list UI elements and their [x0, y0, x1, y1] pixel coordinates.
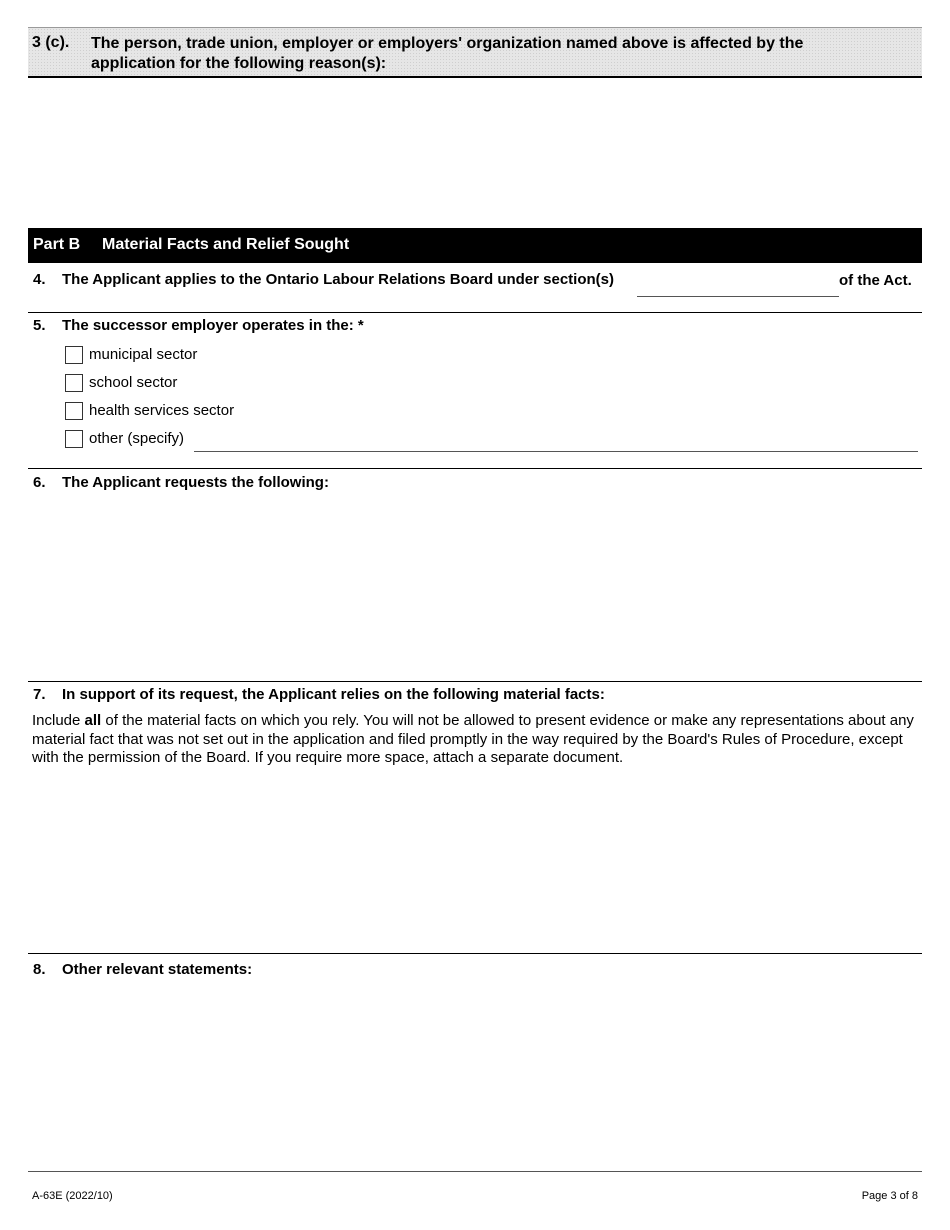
- q6-number: 6.: [33, 474, 46, 491]
- divider: [28, 312, 922, 313]
- q8-response-area[interactable]: [32, 984, 917, 1164]
- part-b-title: Material Facts and Relief Sought: [102, 236, 350, 253]
- q8-number: 8.: [33, 961, 46, 978]
- part-b-header: [28, 228, 922, 263]
- section-3c-number: 3 (c).: [32, 34, 70, 51]
- q7-response-area[interactable]: [32, 772, 917, 947]
- q6-response-area[interactable]: [32, 496, 917, 676]
- q5-question: The successor employer operates in the: *: [62, 317, 364, 334]
- section-3c-header: [28, 27, 922, 78]
- q6-question: The Applicant requests the following:: [62, 474, 329, 491]
- option-label: school sector: [89, 374, 178, 391]
- option-label: other (specify): [89, 430, 185, 447]
- option-label: health services sector: [89, 402, 235, 419]
- page-number: Page 3 of 8: [861, 1190, 918, 1202]
- divider: [28, 953, 922, 954]
- other-checkbox[interactable]: [65, 430, 83, 448]
- q7-number: 7.: [33, 686, 46, 703]
- q8-question: Other relevant statements:: [62, 961, 253, 978]
- q5-number: 5.: [33, 317, 46, 334]
- divider: [28, 681, 922, 682]
- q4-number: 4.: [33, 271, 46, 288]
- option-label: municipal sector: [89, 346, 198, 363]
- divider: [28, 468, 922, 469]
- q4-question: The Applicant applies to the Ontario Labour Relations Board under section(s): [62, 271, 614, 288]
- other-specify-input[interactable]: [194, 431, 918, 452]
- health-services-sector-checkbox[interactable]: [65, 402, 83, 420]
- q4-suffix: of the Act.: [839, 272, 912, 289]
- part-b-label: Part B: [33, 236, 81, 253]
- form-id: A-63E (2022/10): [32, 1190, 113, 1202]
- q7-instructions: Include all of the material facts on which you rely. You will not be allowed to present evidence or make any representations about any material fact that was not set out in the application and filed promptly in the way required by the Board's Rules of Procedure, except with the permission of the Board. If you require more space, attach a separate document.: [32, 712, 914, 766]
- q4-section-input[interactable]: [637, 276, 839, 297]
- school-sector-checkbox[interactable]: [65, 374, 83, 392]
- q7-question: In support of its request, the Applicant relies on the following material facts:: [62, 686, 605, 703]
- municipal-sector-checkbox[interactable]: [65, 346, 83, 364]
- section-3c-question: The person, trade union, employer or employers' organization named above is affected by the application for the following reason(s):: [91, 35, 804, 72]
- footer-divider: [28, 1171, 922, 1172]
